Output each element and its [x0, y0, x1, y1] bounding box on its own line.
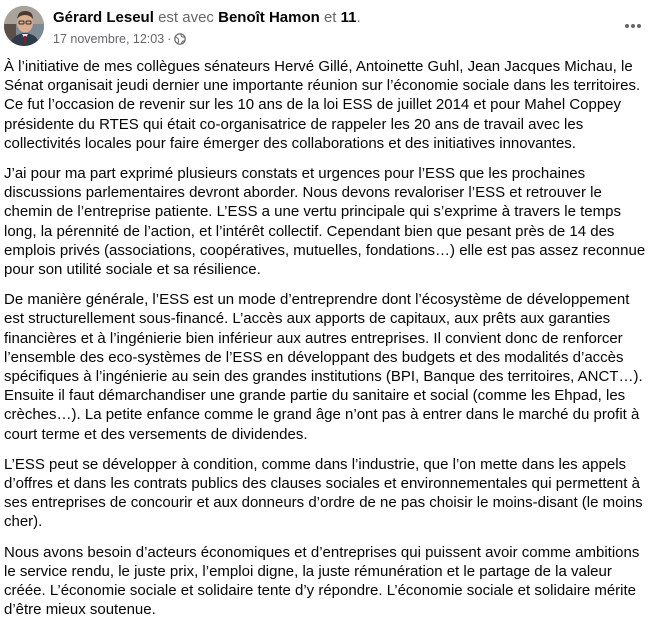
post-paragraph-3: De manière générale, l’ESS est un mode d’entreprendre dont l’écosystème de développement est structurellement sous-financé. L’accès aux apports de capitaux, aux prêts aux garanties financières et à l’ingénierie bien inférieur aux autres entreprises. Il convient donc de renforcer l’ensemble des eco-systèmes de l’ESS en développant des budgets et des modalités d’accès spécifiques à l’ingénierie au sein des grandes institutions (BPI, Banque des territoires, ANCT…). Ensuite il faut démarchandiser une grande partie du sanitaire et social (comme les Ehpad, les crèches…). La petite enfance comme le grand âge n’ont pas à entrer dans le marché du profit à court terme et des versements de dividendes. [4, 291, 643, 443]
post-paragraph-2: J’ai pour ma part exprimé plusieurs constats et urgences pour l’ESS que les prochaines discussions parlementaires devront aborder. Nous devons revaloriser l’ESS et retrouver le chemin de l’entreprise patiente. L’ESS a une vertu principale qui s’exprime à travers le temps long, la pérennité de l’action, et l’intérêt collectif. Cependant bien que pesant près de 14 des emplois privés (associations, coopératives, mutuelles, fondations…) elle est pas assez reconnue pour son utilité sociale et sa résilience. [4, 165, 646, 279]
others-count[interactable]: 11 [340, 9, 357, 26]
and-text: et [323, 9, 337, 26]
post-paragraph-1: À l’initiative de mes collègues sénateurs Hervé Gillé, Antoinette Guhl, Jean Jacques Michau, le Sénat organisait jeudi dernier une importante réunion sur l’économie sociale dans les territoires. Ce fut l’occasion de revenir sur les 10 ans de la loi ESS de juillet 2014 et pour Mahel Coppey présidente du RTES qui était co-organisatrice de rappeler les 20 ans de travail avec les collectivités locales pour faire émerger des collaborations et des initiatives innovantes. [4, 58, 641, 152]
globe-icon[interactable] [174, 33, 186, 45]
post-paragraph-4: L’ESS peut se développer à condition, comme dans l’industrie, que l’on mette dans les appels d’offres et dans les contrats publics des clauses sociales et environnementales qui permettent à ses entreprises de concourir et aux donneurs d’ordre de ne pas choisir le moins-disant (le moins cher). [4, 455, 643, 531]
author-line [53, 9, 361, 27]
period: . [356, 9, 361, 26]
meta-separator: · [167, 32, 172, 46]
avatar-image [4, 6, 44, 46]
more-horizontal-icon [624, 23, 642, 29]
post-timestamp[interactable]: 17 novembre, 12:03 [53, 32, 165, 46]
post-paragraph-5: Nous avons besoin d’acteurs économiques et d’entreprises qui puissent avoir comme ambitions le service rendu, le juste prix, l’emploi digne, la juste rémunération et le partage de la valeur créée. L’économie sociale et solidaire tente d’y répondre. L’économie sociale et solidaire mérite d’être mieux soutenue. [4, 543, 640, 619]
more-options-button[interactable] [616, 12, 650, 40]
post-content [4, 57, 650, 625]
post-header [0, 0, 654, 56]
tagged-person[interactable]: Benoît Hamon [218, 9, 320, 26]
author-name[interactable]: Gérard Leseul [53, 9, 154, 26]
avatar[interactable] [4, 6, 44, 46]
with-text: est avec [158, 9, 214, 26]
post-meta [53, 31, 186, 47]
